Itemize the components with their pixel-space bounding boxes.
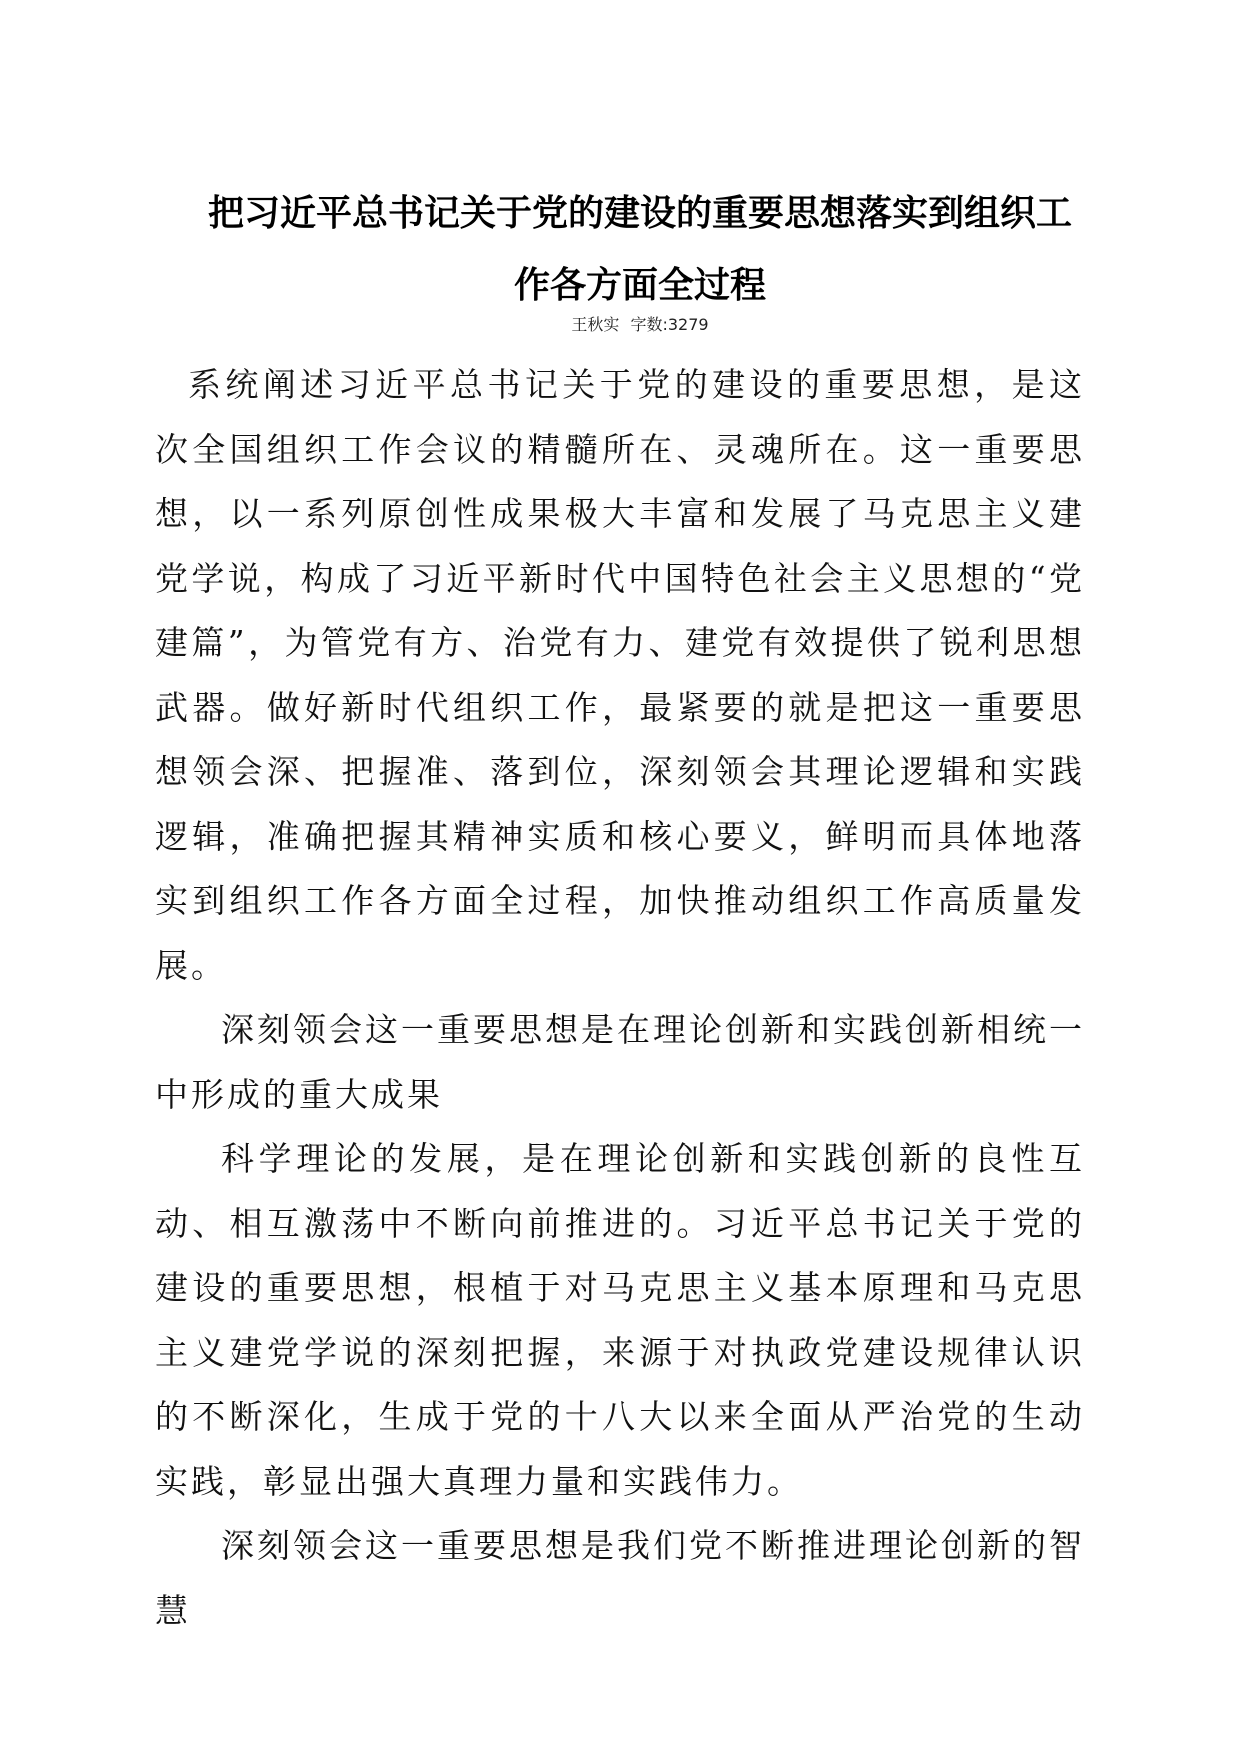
document-meta: [200, 314, 1080, 336]
section-heading: 深刻领会这一重要思想是在理论创新和实践创新相统一中形成的重大成果: [155, 1010, 1085, 1114]
paragraph-intro: 系统阐述习近平总书记关于党的建设的重要思想，是这次全国组织工作会议的精髓所在、灵魂所在。这一重要思想，以一系列原创性成果极大丰富和发展了马克思主义建党学说，构成了习近平新时代中国特色社会主义思想的“党建篇”，为管党有方、治党有力、建党有效提供了锐利思想武器。做好新时代组织工作，最紧要的就是把这一重要思想领会深、把握准、落到位，深刻领会其理论逻辑和实践逻辑，准确把握其精神实质和核心要义，鲜明而具体地落实到组织工作各方面全过程，加快推动组织工作高质量发展。: [155, 365, 1085, 985]
paragraph: 科学理论的发展，是在理论创新和实践创新的良性互动、相互激荡中不断向前推进的。习近平总书记关于党的建设的重要思想，根植于对马克思主义基本原理和马克思主义建党学说的深刻把握，来源于对执政党建设规律认识的不断深化，生成于党的十八大以来全面从严治党的生动实践，彰显出强大真理力量和实践伟力。: [155, 1139, 1085, 1501]
word-count: 字数:3279: [630, 315, 709, 334]
document-title: 把习近平总书记关于党的建设的重要思想落实到组织工作各方面全过程: [207, 193, 1072, 306]
author-name: 王秋实: [571, 315, 620, 334]
section-heading: 深刻领会这一重要思想是我们党不断推进理论创新的智慧: [155, 1526, 1085, 1630]
document-body: [155, 353, 1085, 1643]
